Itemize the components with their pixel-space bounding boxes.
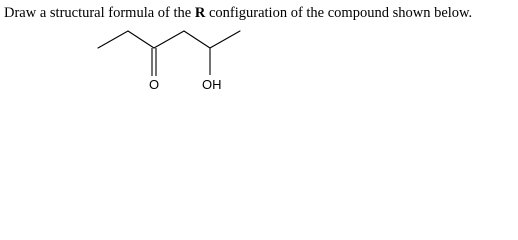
question-suffix: configuration of the compound shown below. <box>205 5 473 21</box>
configuration-letter: R <box>194 5 206 21</box>
carbonyl-double-bond <box>152 48 156 76</box>
skeletal-structure <box>0 0 518 109</box>
bond-c2-c3 <box>128 31 154 48</box>
bond-c5-c6 <box>210 31 240 48</box>
carbonyl-oxygen-label: O <box>148 77 160 92</box>
bond-c1-c2 <box>98 31 128 48</box>
carbon-chain <box>98 31 240 48</box>
bond-c3-c4 <box>154 31 184 48</box>
bond-c4-c5 <box>184 31 210 48</box>
question-prefix: Draw a structural formula of the <box>4 5 195 21</box>
hydroxyl-label: OH <box>202 77 222 92</box>
